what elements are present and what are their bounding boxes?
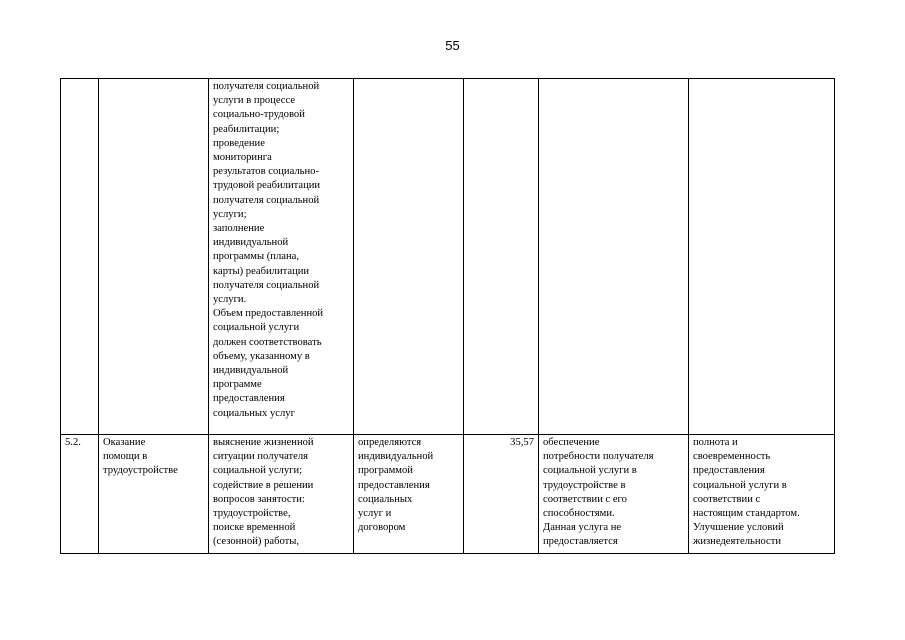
cell-text-line: обеспечение [543,437,600,448]
cell-text-line: услуги; [213,208,247,220]
cell-text-line: карты) реабилитации [213,265,310,277]
cell-text-line: социальной услуги в [693,479,787,491]
cell-text-line: заполнение [213,223,265,235]
cell-text-line: поиске временной [213,522,296,534]
service-conditions-cell [539,79,689,435]
cell-text-line: услуги. [213,294,247,306]
tariff-cell [464,79,539,435]
cell-text-line: предоставления [358,479,430,491]
cell-text-line: трудовой реабилитации [213,180,321,192]
cell-text-line: должен соответствовать [213,336,322,348]
cell-text-line: Оказание [103,437,146,448]
service-name-cell [99,79,209,435]
cell-text-line: соответствии с его [543,493,627,505]
service-terms-cell [354,79,464,435]
cell-text-line: индивидуальной [213,237,289,249]
cell-text-line: предоставляется [543,536,618,548]
cell-text-line: трудоустройстве, [213,508,291,520]
cell-text-line: программе [213,379,262,391]
table-row [61,79,835,435]
cell-text-line: социальных услуг [213,407,295,419]
row-number-cell [61,435,99,554]
cell-text-line: содействие в решении [213,479,314,491]
cell-text-line: проведение [213,137,265,149]
cell-text-line: Улучшение условий [693,522,784,534]
service-standard-table [60,78,835,554]
cell-text-line: соответствии с [693,493,761,505]
cell-text-line: жизнедеятельности [693,536,782,548]
cell-text-line: индивидуальной [213,365,289,377]
cell-text-line: услуги в процессе [213,95,296,107]
cell-text-line: способностями. [543,508,615,520]
cell-text-line: своевременность [693,451,771,463]
quality-indicators-cell [689,435,835,554]
cell-text-line: получателя социальной [213,194,320,206]
cell-text-line: получателя социальной [213,81,320,92]
cell-text-line: Данная услуга не [543,522,622,534]
service-content-cell [209,435,354,554]
cell-text-line: предоставления [693,465,765,477]
service-name-cell [99,435,209,554]
cell-text-line: договором [358,522,406,534]
cell-text-line: выяснение жизненной [213,437,314,448]
cell-text-line: социальных [358,493,413,505]
cell-text-line: ситуации получателя [213,451,309,463]
cell-text-line: трудоустройстве [103,465,178,477]
cell-text-line: (сезонной) работы, [213,536,300,548]
cell-text-line: потребности получателя [543,451,654,463]
cell-text-line: социальной услуги в [543,465,637,477]
cell-text-line: объему, указанному в [213,350,310,362]
cell-text-line: программы (плана, [213,251,299,263]
cell-text-line: индивидуальной [358,451,434,463]
cell-text-line: 5.2. [65,437,81,448]
cell-text-line: Объем предоставленной [213,308,324,320]
cell-text-line: программой [358,465,413,477]
cell-text-line: трудоустройстве в [543,479,626,491]
cell-text-line: услуг и [358,508,392,520]
page-number: 55 [445,38,460,53]
cell-text-line: настоящим стандартом. [693,508,800,520]
table-row [61,435,835,554]
tariff-cell: 35,57 [464,435,539,554]
cell-text-line: результатов социально- [213,166,320,178]
cell-text-line: вопросов занятости: [213,493,305,505]
cell-text-line: предоставления [213,393,285,405]
cell-text-line: помощи в [103,451,148,463]
service-terms-cell [354,435,464,554]
service-content-cell [209,79,354,435]
cell-text-line: реабилитации; [213,123,280,135]
cell-text-line: определяются [358,437,422,448]
service-conditions-cell [539,435,689,554]
cell-text-line: мониторинга [213,152,272,164]
quality-indicators-cell [689,79,835,435]
cell-text-line: социальной услуги [213,322,300,334]
cell-text-line: получателя социальной [213,279,320,291]
cell-text-line: социально-трудовой [213,109,305,121]
cell-text-line: социальной услуги; [213,465,303,477]
cell-text-line: полнота и [693,437,738,448]
row-number-cell [61,79,99,435]
